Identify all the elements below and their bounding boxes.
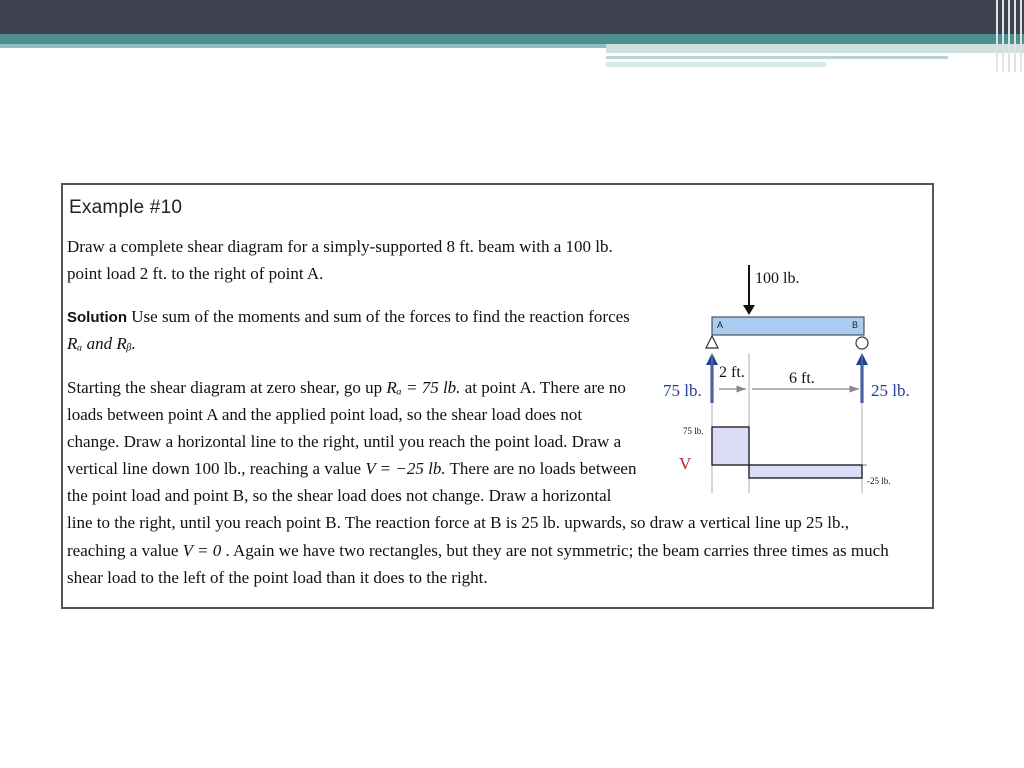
- paragraph-line-5: the point load and point B, so the shear load does not change. Draw a horizontal: [67, 486, 612, 505]
- roller-support: [856, 337, 868, 349]
- p4-start: vertical line down 100 lb., reaching a value: [67, 459, 366, 478]
- reaction-a-label: 75 lb.: [663, 381, 702, 400]
- point-b-label: B: [852, 320, 859, 330]
- accent-stripe: [0, 34, 1024, 44]
- paragraph-line-3: change. Draw a horizontal line to the right, until you reach the point load. Draw a: [67, 432, 622, 451]
- dim-right-label: 6 ft.: [789, 370, 815, 387]
- p4-end: There are no loads between: [445, 459, 637, 478]
- problem-line-2: point load 2 ft. to the right of point A.: [67, 264, 324, 283]
- accent-stripe-line: [606, 56, 948, 59]
- v-zero-equation: V = 0: [182, 541, 222, 560]
- solution-text: Use sum of the moments and sum of the forces to find the reaction forces: [127, 307, 630, 326]
- paragraph-line-4: [67, 455, 636, 482]
- problem-line-1: Draw a complete shear diagram for a simply-supported 8 ft. beam with a 100 lb.: [67, 237, 613, 256]
- reaction-b-label: 25 lb.: [871, 381, 910, 400]
- solution-line-2: Rₐ and Rᵦ.: [67, 334, 136, 353]
- paragraph-line-2: loads between point A and the applied point load, so the shear load does not: [67, 405, 583, 424]
- shear-negative-block: [749, 465, 862, 478]
- paragraph-line-1: [67, 374, 626, 401]
- solution-label: Solution: [67, 309, 127, 326]
- paragraph-line-7: [67, 537, 889, 564]
- solution-line-1: [67, 303, 630, 331]
- dim-left-label: 2 ft.: [719, 364, 745, 381]
- p1-end: at point A. There are no: [460, 378, 626, 397]
- shear-positive-block: [712, 427, 749, 465]
- corner-stripes: [994, 0, 1024, 72]
- p7-start: reaching a value: [67, 541, 183, 560]
- title-bar-decoration: [0, 0, 1024, 34]
- point-load-arrowhead: [743, 305, 755, 315]
- paragraph-line-6: line to the right, until you reach point B. The reaction force at B is 25 lb. upwards, so draw a vertical line up 25 lb.,: [67, 513, 849, 532]
- accent-stripe-light: [606, 44, 1024, 53]
- beam: [712, 317, 864, 335]
- p7-end: . Again we have two rectangles, but they are not symmetric; the beam carries three times as much: [221, 541, 889, 560]
- v-neg-equation: V = −25 lb.: [365, 459, 446, 478]
- shear-positive-label: 75 lb.: [683, 426, 704, 436]
- pin-support: [706, 336, 718, 348]
- load-label: 100 lb.: [755, 270, 800, 287]
- accent-stripe-faint: [606, 62, 826, 67]
- shear-negative-label: -25 lb.: [867, 476, 891, 486]
- shear-axis-label: V: [679, 454, 692, 473]
- p1-start: Starting the shear diagram at zero shear, go up: [67, 378, 387, 397]
- point-a-label: A: [717, 320, 724, 330]
- example-panel: [61, 183, 934, 609]
- accent-stripe-thin: [0, 44, 606, 48]
- ra-equation: Rₐ = 75 lb.: [386, 378, 461, 397]
- example-title: Example #10: [69, 197, 183, 218]
- paragraph-line-8: shear load to the left of the point load than it does to the right.: [67, 568, 488, 587]
- beam-shear-diagram: [659, 253, 929, 503]
